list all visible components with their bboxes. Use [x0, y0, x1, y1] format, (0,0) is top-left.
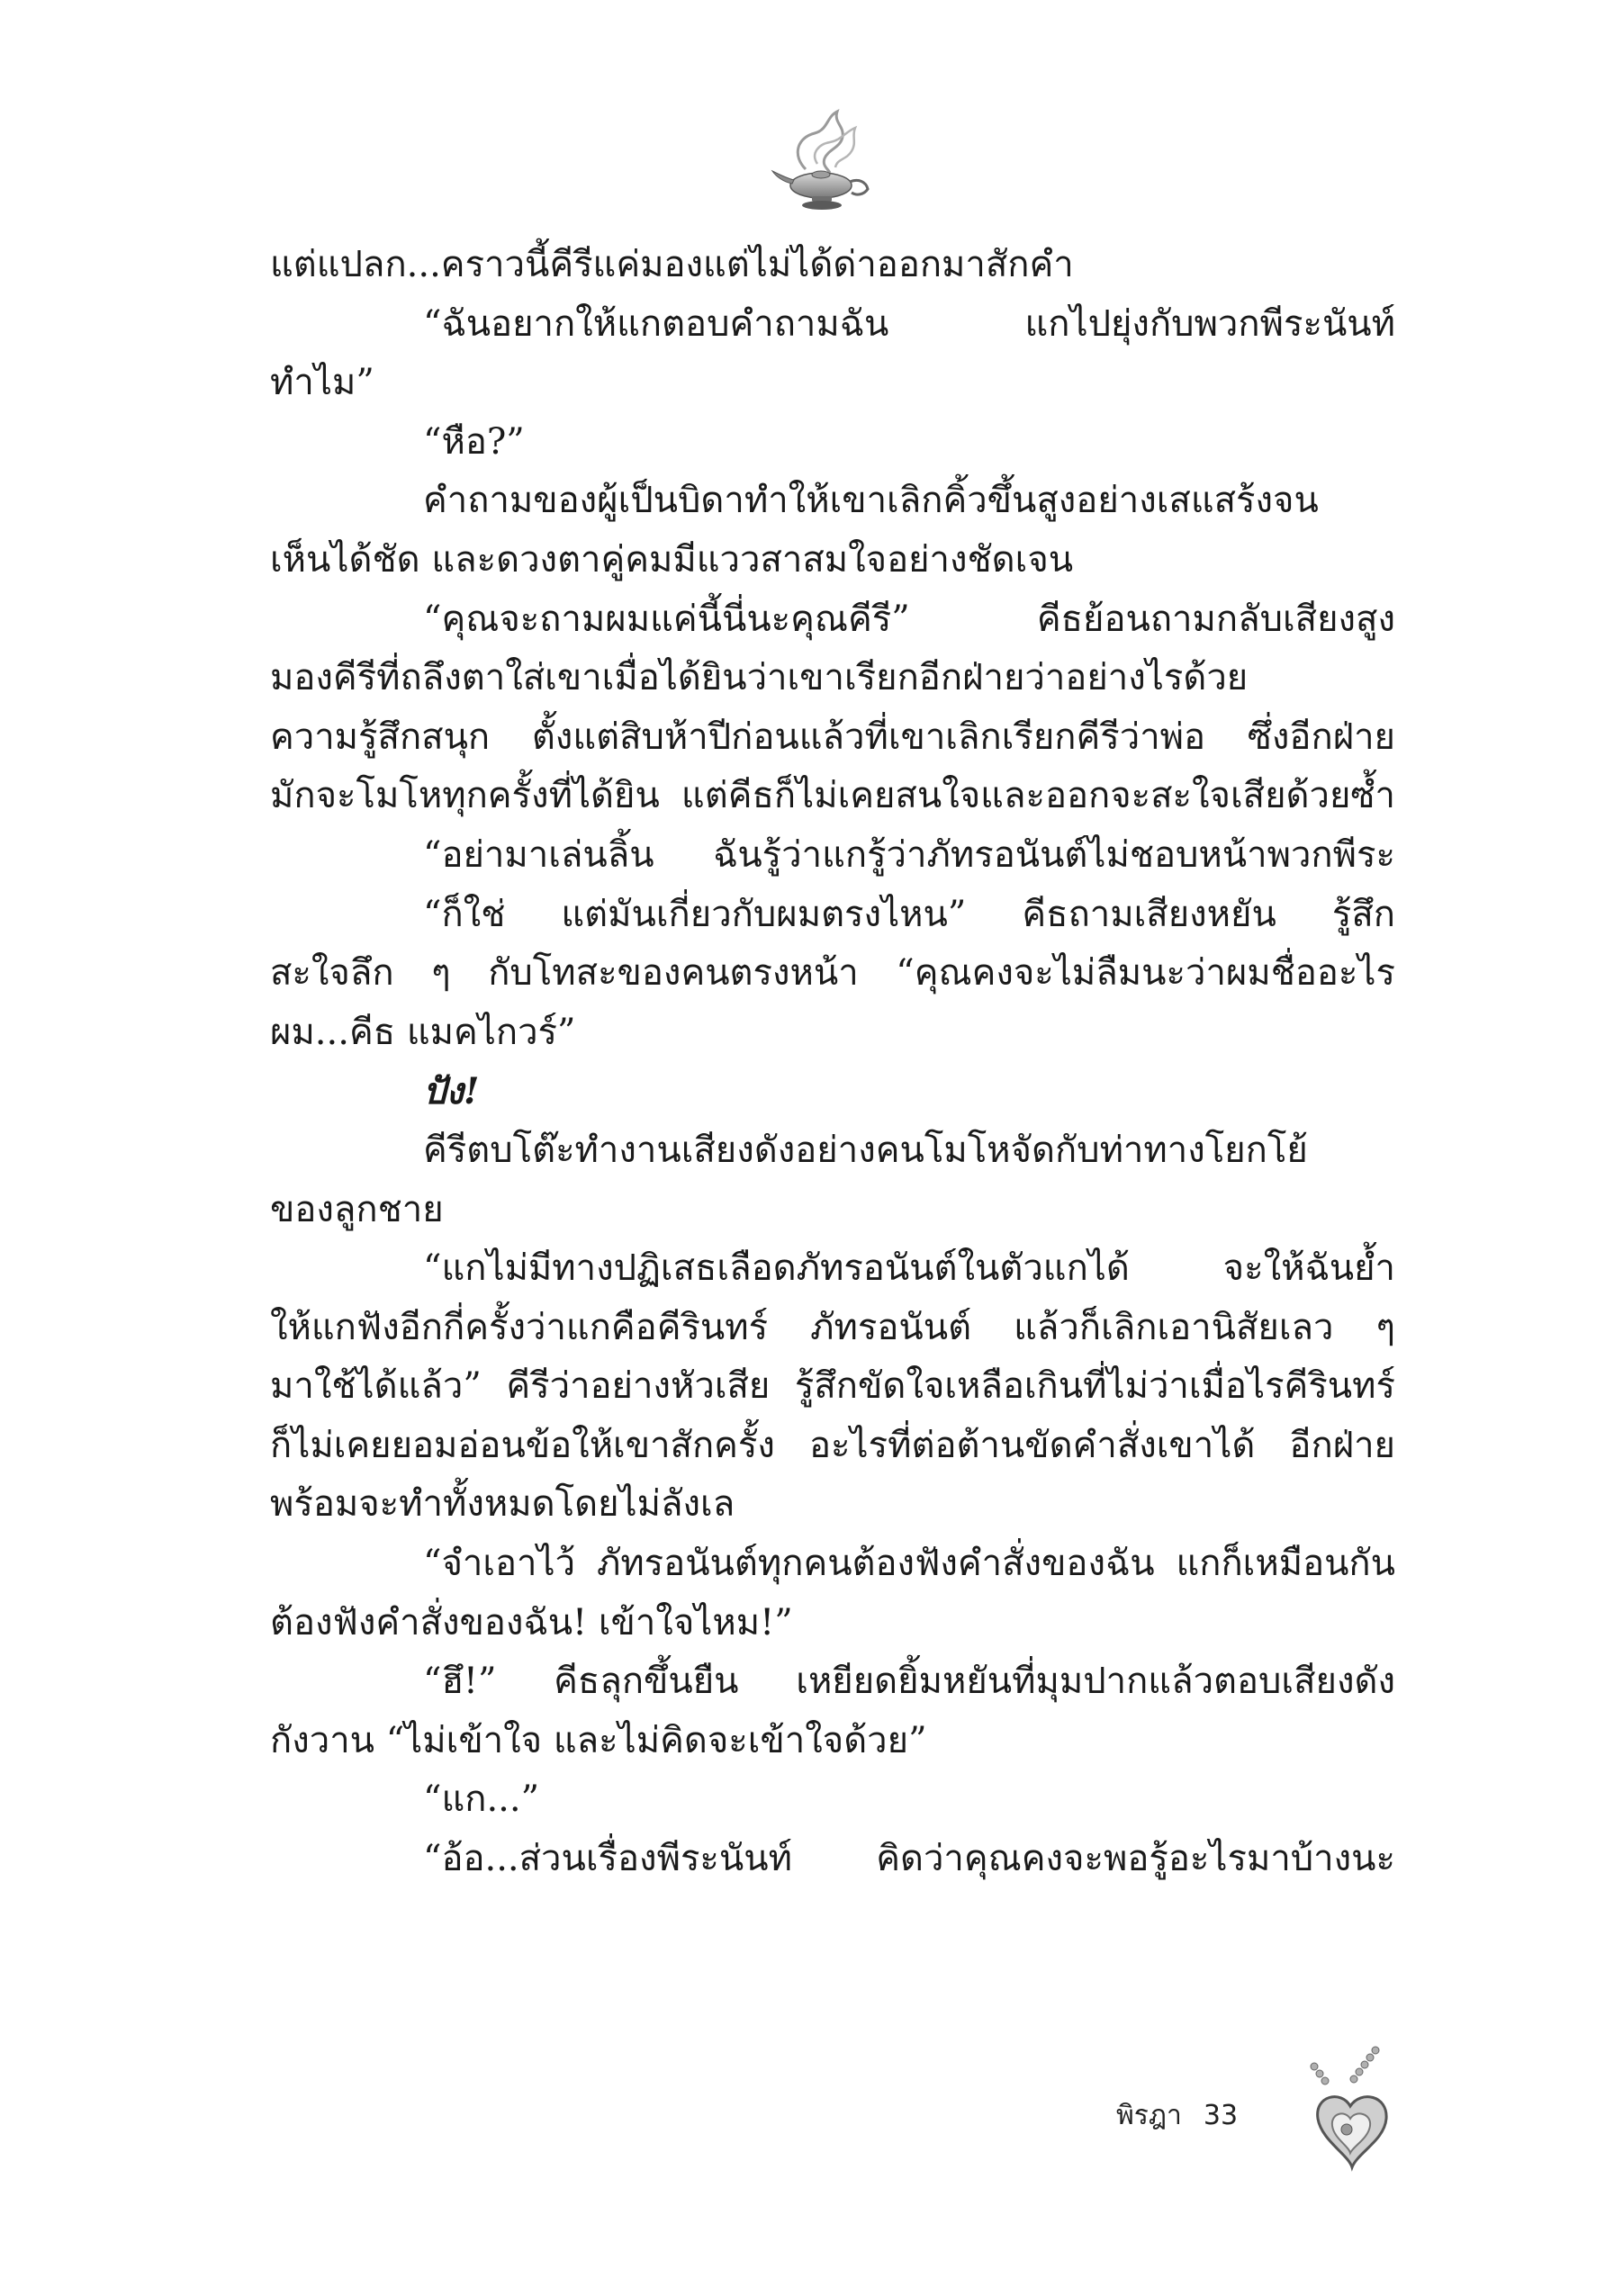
text-line: สะใจลึก ๆ กับโทสะของคนตรงหน้า “คุณคงจะไม่ลืมนะว่าผมชื่ออะไร — [270, 952, 1395, 995]
text-line: “แก...” — [423, 1778, 540, 1821]
text-line: “คุณจะถามผมแค่นี้นี่นะคุณคีรี” คีธย้อนถามกลับเสียงสูง — [423, 598, 1395, 640]
text-line: กังวาน “ไม่เข้าใจ และไม่คิดจะเข้าใจด้วย” — [270, 1719, 927, 1761]
text-line: “อย่ามาเล่นลิ้น ฉันรู้ว่าแกรู้ว่าภัทรอนันต์ไม่ชอบหน้าพวกพีระ — [423, 833, 1395, 876]
text-line: “ก็ใช่ แต่มันเกี่ยวกับผมตรงไหน” คีธถามเสียงหยัน รู้สึก — [423, 893, 1395, 935]
text-line: ก็ไม่เคยยอมอ่อนข้อให้เขาสักครั้ง อะไรที่ต่อต้านขัดคำสั่งเขาได้ อีกฝ่าย — [270, 1424, 1395, 1466]
text-line: คีรีตบโต๊ะทำงานเสียงดังอย่างคนโมโหจัดกับท่าทางโยกโย้ — [423, 1129, 1308, 1171]
text-line: แต่แปลก...คราวนี้คีรีแค่มองแต่ไม่ได้ด่าออกมาสักคำ — [270, 244, 1074, 285]
text-line: “หือ?” — [423, 420, 525, 463]
text-line: มาใช้ได้แล้ว” คีรีว่าอย่างหัวเสีย รู้สึกขัดใจเหลือเกินที่ไม่ว่าเมื่อไรคีรินทร์ — [270, 1365, 1395, 1408]
text-line: ของลูกชาย — [270, 1188, 444, 1230]
sound-effect-line: ปัง! — [423, 1070, 480, 1113]
text-line: “จำเอาไว้ ภัทรอนันต์ทุกคนต้องฟังคำสั่งของฉัน แกก็เหมือนกัน — [423, 1543, 1395, 1585]
magic-lamp-icon — [765, 106, 882, 214]
text-line: ความรู้สึกสนุก ตั้งแต่สิบห้าปีก่อนแล้วที่เขาเลิกเรียกคีรีว่าพ่อ ซึ่งอีกฝ่าย — [270, 716, 1395, 758]
text-line: “ฉันอยากให้แกตอบคำถามฉัน แกไปยุ่งกับพวกพีระนันท์ — [423, 302, 1395, 345]
text-line: ผม...คีธ แมคไกวร์” — [270, 1011, 576, 1053]
text-line: ให้แกฟังอีกกี่ครั้งว่าแกคือคีรินทร์ ภัทรอนันต์ แล้วก็เลิกเอานิสัยเลว ๆ — [270, 1306, 1395, 1348]
text-line: ทำไม” — [270, 362, 374, 404]
page-footer — [1116, 2088, 1238, 2142]
body-text — [270, 236, 1395, 1889]
page-number: 33 — [1203, 2099, 1239, 2131]
text-line: “อ้อ...ส่วนเรื่องพีระนันท์ คิดว่าคุณคงจะพอรู้อะไรมาบ้างนะ — [423, 1838, 1395, 1880]
text-line: มองคีรีที่ถลึงตาใส่เขาเมื่อได้ยินว่าเขาเรียกอีกฝ่ายว่าอย่างไรด้วย — [270, 657, 1249, 699]
heart-pendant-icon — [1296, 2043, 1404, 2178]
author-name: พิรฎา — [1116, 2099, 1182, 2131]
text-line: คำถามของผู้เป็นบิดาทำให้เขาเลิกคิ้วขึ้นสูงอย่างเสแสร้งจน — [423, 480, 1319, 522]
text-line: ต้องฟังคำสั่งของฉัน! เข้าใจไหม!” — [270, 1601, 793, 1643]
text-line: มักจะโมโหทุกครั้งที่ได้ยิน แต่คีธก็ไม่เคยสนใจและออกจะสะใจเสียด้วยซ้ำ — [270, 775, 1395, 817]
text-line: เห็นได้ชัด และดวงตาคู่คมมีแววสาสมใจอย่างชัดเจน — [270, 538, 1074, 581]
text-line: พร้อมจะทำทั้งหมดโดยไม่ลังเล — [270, 1483, 735, 1526]
text-line: “แกไม่มีทางปฏิเสธเลือดภัทรอนันต์ในตัวแกได้ จะให้ฉันย้ำ — [423, 1247, 1395, 1290]
text-line: “ฮึ!” คีธลุกขึ้นยืน เหยียดยิ้มหยันที่มุมปากแล้วตอบเสียงดัง — [423, 1661, 1395, 1703]
